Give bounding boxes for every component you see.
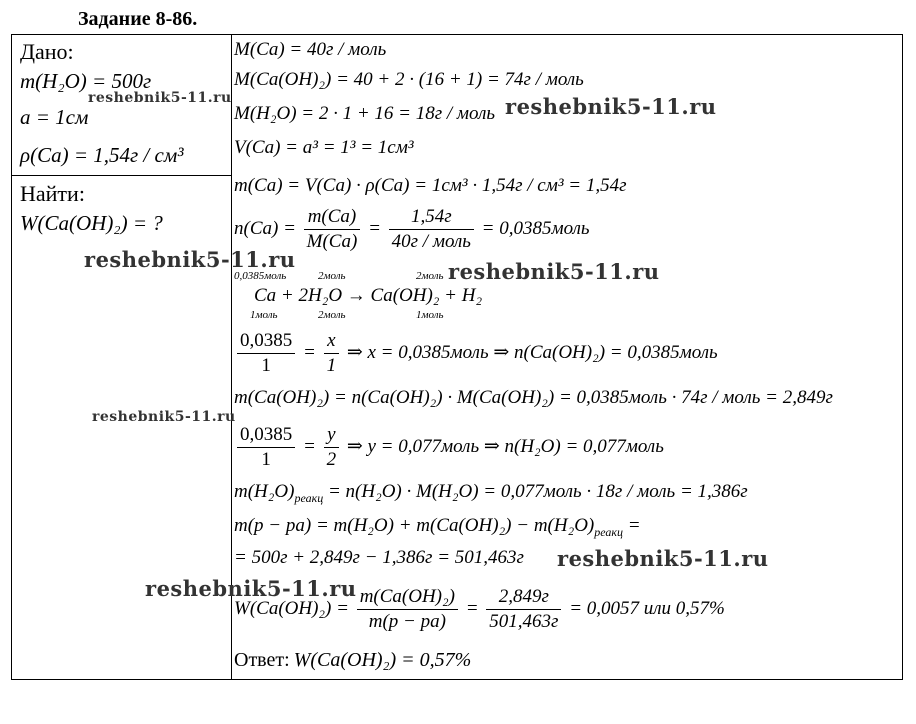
given-find-divider xyxy=(12,175,231,176)
solution-line-volume: V(Ca) = a³ = 1³ = 1см³ xyxy=(234,137,414,158)
watermark: reshebnik5-11.ru xyxy=(557,546,769,571)
fraction-denominator: 40г / моль xyxy=(391,231,471,252)
reaction-equation: Ca + 2H₂O → Ca(OH)₂ + H₂ xyxy=(254,285,483,306)
fraction-numerator: 1,54г xyxy=(389,205,474,230)
find-target: W(Ca(OH)₂) = ? xyxy=(20,211,163,235)
fraction-denominator: m(p − pa) xyxy=(368,611,446,632)
given-heading: Дано: xyxy=(20,39,74,64)
mass-fraction-fraction-1 xyxy=(357,585,458,634)
fraction-numerator: y xyxy=(324,423,340,448)
solution-line-molar-ca: M(Ca) = 40г / моль xyxy=(234,39,387,60)
fraction-denominator: 1 xyxy=(261,449,271,470)
mass-h2o-reacted-rhs: = n(H₂O) · M(H₂O) = 0,077моль · 18г / моль = 1,386г xyxy=(323,481,748,502)
given-water-mass: m(H₂O) = 500г xyxy=(20,69,152,93)
moles-ca-fraction-1 xyxy=(304,205,361,254)
proportion-x-result: ⇒ x = 0,0385моль ⇒ n(Ca(OH)₂) = 0,0385моль xyxy=(346,341,718,363)
fraction-numerator: 0,0385 xyxy=(237,329,295,354)
solution-line-molar-caoh2: M(Ca(OH)₂) = 40 + 2 · (16 + 1) = 74г / моль xyxy=(234,69,584,90)
answer-line xyxy=(234,649,471,672)
equation-amount-h2o: 2моль xyxy=(318,270,346,282)
solution-line-solution-mass-value: = 500г + 2,849г − 1,386г = 501,463г xyxy=(234,547,524,568)
moles-ca-result: = 0,0385моль xyxy=(481,217,590,239)
equation-coef-ca: 1моль xyxy=(250,309,278,321)
proportion-y-result: ⇒ y = 0,077моль ⇒ n(H₂O) = 0,077моль xyxy=(346,435,664,457)
fraction-numerator: m(Ca) xyxy=(304,205,361,230)
solution-mass-lhs: m(p − pa) = m(H₂O) + m(Ca(OH)₂) − m(H₂O) xyxy=(234,515,595,536)
equation-amount-caoh2: 2моль xyxy=(416,270,444,282)
equation-amount-ca: 0,0385моль xyxy=(234,270,287,282)
solution-line-mass-ca: m(Ca) = V(Ca) · ρ(Ca) = 1см³ · 1,54г / см³ = 1,54г xyxy=(234,175,627,196)
mass-h2o-reacted-lhs: m(H₂O) xyxy=(234,481,295,502)
equation-coef-caoh2: 1моль xyxy=(416,309,444,321)
proportion-x-right xyxy=(324,329,340,378)
watermark: reshebnik5-11.ru xyxy=(505,94,717,119)
solution-mass-tail: = xyxy=(623,515,641,536)
mass-fraction-equals: = xyxy=(465,597,479,619)
answer-label: Ответ: xyxy=(234,649,290,671)
proportion-y xyxy=(234,423,664,472)
watermark: reshebnik5-11.ru xyxy=(92,409,236,425)
fraction-denominator: 1 xyxy=(326,355,337,376)
mass-fraction-result: = 0,0057 или 0,57% xyxy=(569,597,725,619)
moles-ca-equals: = xyxy=(368,217,381,239)
watermark: reshebnik5-11.ru xyxy=(145,576,357,601)
subscript-reacted: реакц xyxy=(594,525,624,539)
mass-fraction-fraction-2 xyxy=(486,585,561,634)
proportion-y-right xyxy=(324,423,340,472)
solution-line-molar-h2o: M(H₂O) = 2 · 1 + 16 = 18г / моль xyxy=(234,103,496,124)
fraction-numerator: x xyxy=(324,329,340,354)
subscript-reacted: реакц xyxy=(294,491,324,505)
moles-ca-fraction-2 xyxy=(389,205,474,254)
proportion-y-equals: = xyxy=(303,435,316,457)
task-title: Задание 8-86. xyxy=(78,8,198,30)
watermark: reshebnik5-11.ru xyxy=(84,247,296,272)
fraction-denominator: M(Ca) xyxy=(306,231,358,252)
fraction-denominator: 2 xyxy=(326,449,337,470)
moles-ca-lhs: n(Ca) = xyxy=(234,217,296,239)
given-edge-length: a = 1см xyxy=(20,105,89,129)
fraction-denominator: 501,463г xyxy=(489,611,559,632)
proportion-y-left xyxy=(237,423,295,472)
proportion-x xyxy=(234,329,718,378)
fraction-numerator: 0,0385 xyxy=(237,423,295,448)
fraction-numerator: 2,849г xyxy=(486,585,561,610)
proportion-x-equals: = xyxy=(303,341,316,363)
given-density: ρ(Ca) = 1,54г / см³ xyxy=(20,143,184,167)
solution-line-mass-h2o-reacted xyxy=(234,481,748,506)
watermark: reshebnik5-11.ru xyxy=(88,90,232,106)
equation-coef-h2o: 2моль xyxy=(318,309,346,321)
solution-line-mass-caoh2: m(Ca(OH)₂) = n(Ca(OH)₂) · M(Ca(OH)₂) = 0,0385моль · 74г / моль = 2,849г xyxy=(234,387,833,408)
fraction-numerator: m(Ca(OH)₂) xyxy=(357,585,458,610)
solution-line-solution-mass xyxy=(234,515,641,540)
proportion-x-left xyxy=(237,329,295,378)
find-heading: Найти: xyxy=(20,181,85,206)
fraction-denominator: 1 xyxy=(261,355,271,376)
watermark: reshebnik5-11.ru xyxy=(448,259,660,284)
mass-fraction-lhs: W(Ca(OH)₂) = xyxy=(234,597,349,619)
answer-value: W(Ca(OH)₂) = 0,57% xyxy=(293,649,472,671)
